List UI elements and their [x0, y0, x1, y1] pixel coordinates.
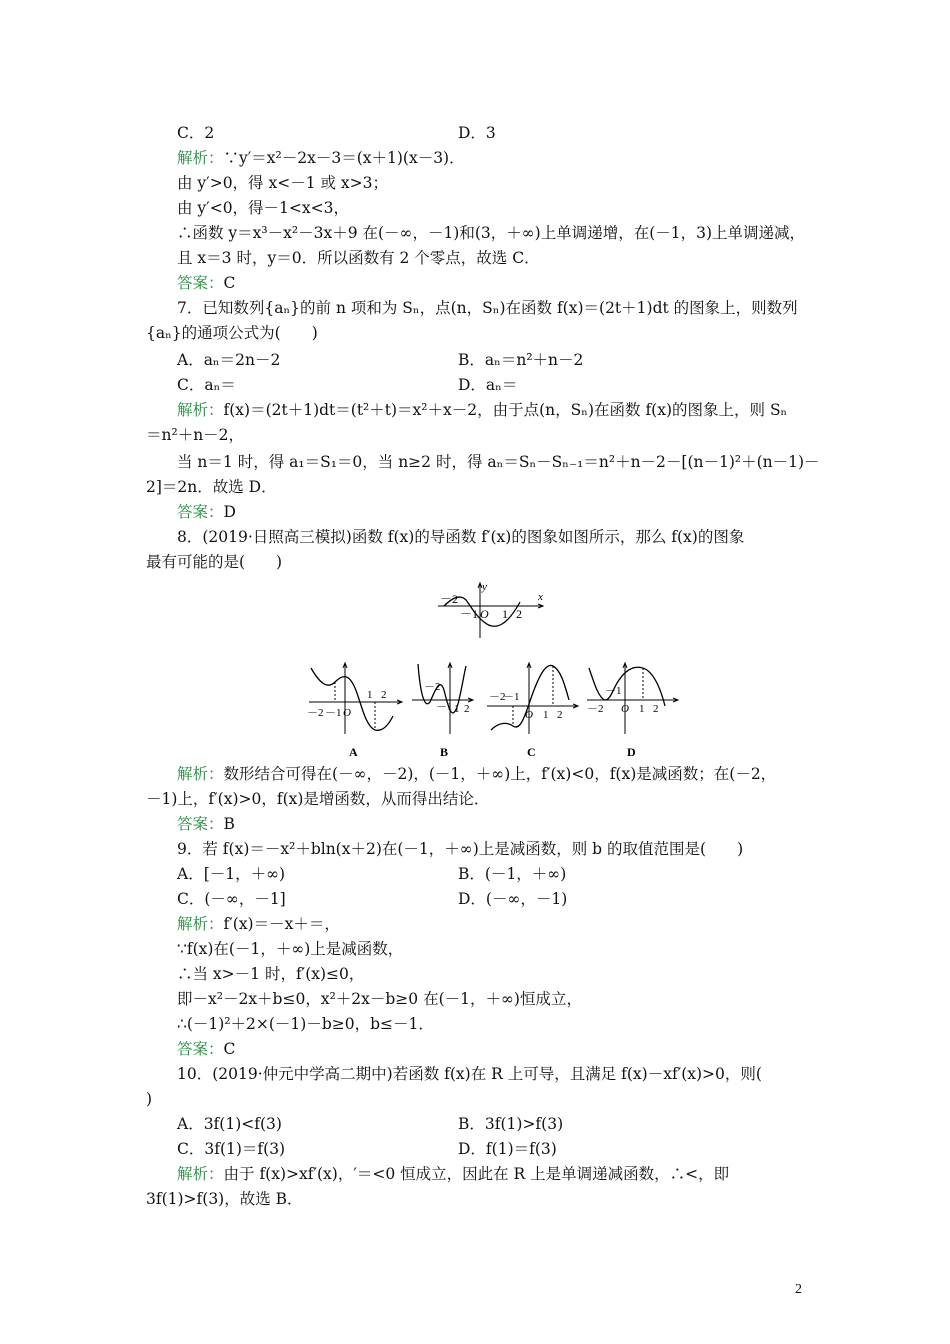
line-text: C．2 — [177, 124, 215, 142]
line-text: 即－x²－2x＋b≤0，x²＋2x－b≥0 在(－1，＋∞)恒成立， — [177, 990, 582, 1008]
tick-label: 2 — [381, 689, 387, 701]
answer-label: 答案： — [177, 503, 224, 521]
line-text: 由 y′<0，得－1<x<3， — [177, 199, 349, 217]
tick-label: －1 — [460, 607, 479, 621]
line-text: ∴(－1)²＋2×(－1)－b≥0，b≤－1． — [177, 1015, 434, 1033]
text-line — [146, 1089, 152, 1109]
origin-label: O — [621, 703, 629, 715]
answer-label: 解析： — [177, 765, 224, 783]
line-text: 且 x＝3 时，y＝0．所以函数有 2 个零点，故选 C． — [177, 249, 540, 267]
tick-label: －2 — [440, 592, 459, 606]
tick-label: －2 — [307, 707, 324, 719]
text-line — [177, 1014, 434, 1034]
line-text: 9．若 f(x)＝－x²＋bln(x＋2)在(－1，＋∞)上是减函数，则 b 的取值范围是( ) — [177, 840, 744, 858]
line-text: 3f(1)>f(3)，故选 B． — [146, 1190, 303, 1208]
line-text: 由于 f(x)>xf′(x)，′＝<0 恒成立，因此在 R 上是单调递减函数，∴<，即 — [223, 1165, 730, 1183]
line-text: {aₙ}的通项公式为( ) — [146, 324, 318, 342]
text-line — [177, 375, 236, 395]
tick-label: －2 — [587, 703, 604, 715]
line-text: 最有可能的是( ) — [146, 553, 283, 571]
text-line — [177, 350, 280, 370]
text-line — [146, 1189, 303, 1209]
option-right: D．aₙ＝ — [458, 376, 518, 394]
tick-label: －1 — [605, 685, 622, 697]
option-graph-b — [410, 660, 475, 760]
text-line — [146, 323, 318, 343]
text-line — [177, 914, 340, 934]
tick-label: －1 — [325, 707, 342, 719]
line-text: ＝n²＋n－2， — [146, 426, 245, 444]
answer-label: 解析： — [177, 401, 224, 419]
line-text: ∴函数 y＝x³－x²－3x＋9 在(－∞，－1)和(3，＋∞)上单调递增，在(－1，3)上单调递减， — [177, 224, 806, 242]
tick-label: －2 — [489, 691, 506, 703]
text-line — [177, 814, 235, 834]
text-line — [177, 1064, 762, 1084]
text-line — [177, 527, 744, 547]
line-text: C — [223, 274, 236, 292]
tick-label: 1 — [639, 703, 645, 715]
text-line — [146, 789, 489, 809]
line-text: C．(－∞，－1] — [177, 890, 286, 908]
origin-label: O — [480, 607, 489, 621]
option-right: D．3 — [458, 124, 496, 142]
option-label: D — [627, 745, 636, 759]
text-line — [177, 223, 805, 243]
text-line — [177, 452, 820, 472]
line-text: f′(x)＝－x＋＝， — [223, 915, 340, 933]
option-label: C — [527, 745, 536, 759]
y-axis-label: y — [482, 581, 487, 593]
text-line — [177, 864, 285, 884]
text-line — [177, 273, 235, 293]
tick-label: －1 — [503, 691, 520, 703]
option-right: D．(－∞，－1) — [458, 890, 568, 908]
answer-label: 解析： — [177, 915, 224, 933]
text-line — [177, 1039, 235, 1059]
tick-label: －2 — [424, 681, 441, 693]
text-line — [177, 889, 286, 909]
tick-label: 1 — [367, 689, 373, 701]
option-graph-a — [305, 660, 405, 760]
text-line — [177, 148, 465, 168]
text-line — [177, 248, 540, 268]
text-line — [177, 1139, 285, 1159]
text-line — [177, 839, 743, 859]
x-axis-label: x — [538, 591, 543, 603]
line-text: ∵y′＝x²－2x－3＝(x＋1)(x－3)． — [223, 149, 465, 167]
text-line — [146, 477, 277, 497]
option-right: D．f(1)＝f(3) — [458, 1140, 557, 1158]
line-text: 由 y′>0，得 x<－1 或 x>3； — [177, 174, 389, 192]
origin-label: O — [343, 707, 351, 719]
text-line — [177, 198, 349, 218]
option-right: B．3f(1)>f(3) — [458, 1115, 564, 1133]
line-text: D — [223, 503, 236, 521]
text-line — [177, 123, 214, 143]
line-text: ) — [146, 1090, 153, 1108]
text-line — [177, 1164, 729, 1184]
line-text: －1)上，f′(x)>0，f(x)是增函数，从而得出结论． — [146, 790, 490, 808]
text-line — [177, 964, 364, 984]
text-line — [177, 1114, 282, 1134]
tick-label: 1 — [543, 709, 549, 721]
option-label: A — [349, 745, 358, 759]
line-text: 数形结合可得在(－∞，－2)，(－1，＋∞)上，f′(x)<0，f(x)是减函数；在(－2， — [223, 765, 777, 783]
tick-label: －1 — [436, 701, 453, 713]
text-line — [177, 939, 403, 959]
tick-label: 2 — [653, 703, 659, 715]
line-text: C — [223, 1040, 236, 1058]
text-line — [177, 502, 236, 522]
tick-label: 1 — [454, 703, 460, 715]
line-text: C．3f(1)＝f(3) — [177, 1140, 286, 1158]
line-text: 当 n＝1 时，得 a₁＝S₁＝0，当 n≥2 时，得 aₙ＝Sₙ－Sₙ₋₁＝n²＋n－2－[(n－1)²＋(n－1)－ — [177, 453, 820, 471]
line-text: ∴当 x>－1 时，f′(x)≤0， — [177, 965, 365, 983]
text-line — [177, 764, 776, 784]
option-right: B．aₙ＝n²＋n－2 — [458, 351, 584, 369]
line-text: f(x)＝(2t＋1)dt＝(t²＋t)＝x²＋x－2，由于点(n，Sₙ)在函数 f(x)的图象上，则 Sₙ — [223, 401, 788, 419]
text-line — [177, 989, 582, 1009]
line-text: C．aₙ＝ — [177, 376, 236, 394]
option-graph-c — [485, 660, 580, 760]
page-number: 2 — [795, 1282, 802, 1297]
tick-label: 2 — [464, 703, 470, 715]
derivative-graph — [430, 580, 550, 640]
option-label: B — [440, 745, 449, 759]
line-text: A．aₙ＝2n－2 — [177, 351, 281, 369]
answer-label: 答案： — [177, 815, 224, 833]
option-graph-d — [585, 660, 680, 760]
tick-label: 2 — [557, 709, 563, 721]
line-text: 10．(2019·仲元中学高二期中)若函数 f(x)在 R 上可导，且满足 f(x)－xf′(x)>0，则( — [177, 1065, 762, 1083]
text-line — [146, 425, 244, 445]
line-text: 2]＝2n．故选 D． — [146, 478, 277, 496]
option-right: B．(－1，＋∞) — [458, 865, 567, 883]
answer-label: 答案： — [177, 1040, 224, 1058]
text-line — [177, 173, 388, 193]
line-text: 7．已知数列{aₙ}的前 n 项和为 Sₙ，点(n，Sₙ)在函数 f(x)＝(2t＋1)dt 的图象上，则数列 — [177, 299, 798, 317]
text-line — [177, 400, 787, 420]
tick-label: 1 — [502, 607, 508, 621]
line-text: ∵f(x)在(－1，＋∞)上是减函数， — [177, 940, 404, 958]
answer-label: 答案： — [177, 274, 224, 292]
line-text: A．3f(1)<f(3) — [177, 1115, 282, 1133]
answer-label: 解析： — [177, 1165, 224, 1183]
text-line — [177, 298, 798, 318]
line-text: B — [223, 815, 235, 833]
text-line — [146, 552, 282, 572]
origin-label: O — [525, 709, 533, 721]
line-text: A．[－1，＋∞) — [177, 865, 286, 883]
answer-label: 解析： — [177, 149, 224, 167]
line-text: 8．(2019·日照高三模拟)函数 f(x)的导函数 f′(x)的图象如图所示，那么 f(x)的图象 — [177, 528, 745, 546]
tick-label: 2 — [516, 607, 522, 621]
